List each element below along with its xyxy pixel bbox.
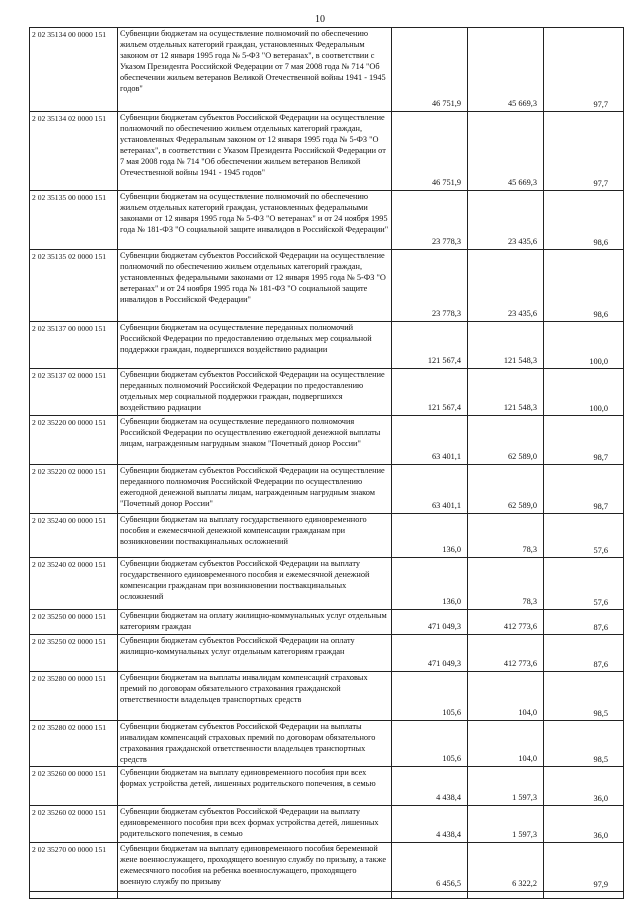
executed-amount: 45 669,3	[468, 112, 544, 191]
planned-amount: 6 456,5	[392, 843, 468, 892]
table-row	[30, 843, 624, 892]
budget-description: Субвенции бюджетам субъектов Российской Федерации на выплату государственного единовременного пособия и ежемесячной денежной компенсации гражданам при возникновении поствакцинальных осложнений	[118, 558, 392, 610]
execution-percent: 36,0	[544, 806, 624, 843]
budget-code: 2 02 35220 00 0000 151	[30, 416, 118, 465]
budget-description: Субвенции бюджетам на оплату жилищно-коммунальных услуг отдельным категориям граждан	[118, 610, 392, 635]
empty-cell	[468, 892, 544, 899]
empty-cell	[544, 892, 624, 899]
empty-cell	[118, 892, 392, 899]
budget-description: Субвенции бюджетам субъектов Российской Федерации на осуществление полномочий по обеспечению жильем отдельных категорий граждан, установленных федеральными законами от 12 января 1995 года № 5-ФЗ "О ветеранах" и от 24 ноября 1995 года № 181-ФЗ "О социальной защите инвалидов в Российской Федерации"	[118, 250, 392, 322]
execution-percent: 100,0	[544, 369, 624, 416]
table-row	[30, 28, 624, 112]
table-row	[30, 416, 624, 465]
budget-description: Субвенции бюджетам на выплаты инвалидам компенсаций страховых премий по договорам обязательного страхования гражданской ответственности владельцев транспортных средств	[118, 672, 392, 721]
planned-amount: 46 751,9	[392, 28, 468, 112]
budget-code: 2 02 35260 00 0000 151	[30, 767, 118, 806]
budget-code: 2 02 35280 02 0000 151	[30, 721, 118, 767]
budget-table-body	[30, 28, 624, 899]
planned-amount: 46 751,9	[392, 112, 468, 191]
budget-table	[29, 27, 624, 899]
execution-percent: 57,6	[544, 558, 624, 610]
budget-description: Субвенции бюджетам субъектов Российской Федерации на выплаты инвалидам компенсаций страховых премий по договорам обязательного страхования гражданской ответственности владельцев транспортных средств	[118, 721, 392, 767]
table-row	[30, 610, 624, 635]
execution-percent: 87,6	[544, 610, 624, 635]
planned-amount: 121 567,4	[392, 369, 468, 416]
planned-amount: 23 778,3	[392, 250, 468, 322]
budget-description: Субвенции бюджетам субъектов Российской Федерации на выплату единовременного пособия при всех формах устройства детей, лишенных родительского попечения, в семью	[118, 806, 392, 843]
planned-amount: 136,0	[392, 558, 468, 610]
table-row	[30, 250, 624, 322]
executed-amount: 1 597,3	[468, 767, 544, 806]
executed-amount: 6 322,2	[468, 843, 544, 892]
execution-percent: 100,0	[544, 322, 624, 369]
budget-description: Субвенции бюджетам субъектов Российской Федерации на осуществление переданного полномочия Российской Федерации по осуществлению ежегодной денежной выплаты лицам, награжденным нагрудным знаком "Почетный донор России"	[118, 465, 392, 514]
budget-description: Субвенции бюджетам на осуществление полномочий по обеспечению жильем отдельных категорий граждан, установленных Федеральным законом от 12 января 1995 года № 5-ФЗ "О ветеранах", в соответствии с Указом Президента Российской Федерации от 7 мая 2008 года № 714 "Об обеспечении жильем ветеранов Великой Отечественной войны 1941 - 1945 годов"	[118, 28, 392, 112]
budget-code: 2 02 35134 00 0000 151	[30, 28, 118, 112]
executed-amount: 121 548,3	[468, 369, 544, 416]
execution-percent: 36,0	[544, 767, 624, 806]
budget-code: 2 02 35220 02 0000 151	[30, 465, 118, 514]
budget-code: 2 02 35240 02 0000 151	[30, 558, 118, 610]
budget-code: 2 02 35270 00 0000 151	[30, 843, 118, 892]
table-row	[30, 806, 624, 843]
executed-amount: 62 589,0	[468, 465, 544, 514]
table-row	[30, 635, 624, 672]
planned-amount: 121 567,4	[392, 322, 468, 369]
execution-percent: 87,6	[544, 635, 624, 672]
planned-amount: 23 778,3	[392, 191, 468, 250]
executed-amount: 104,0	[468, 672, 544, 721]
table-row	[30, 721, 624, 767]
empty-cell	[30, 892, 118, 899]
budget-description: Субвенции бюджетам субъектов Российской Федерации на осуществление полномочий по обеспечению жильем отдельных категорий граждан, установленных Федеральным законом от 12 января 1995 года № 5-ФЗ "О ветеранах", в соответствии с Указом Президента Российской Федерации от 7 мая 2008 года № 714 "Об обеспечении жильем ветеранов Великой Отечественной войны 1941 - 1945 годов"	[118, 112, 392, 191]
budget-code: 2 02 35260 02 0000 151	[30, 806, 118, 843]
executed-amount: 78,3	[468, 558, 544, 610]
budget-code: 2 02 35137 02 0000 151	[30, 369, 118, 416]
table-row	[30, 672, 624, 721]
executed-amount: 23 435,6	[468, 250, 544, 322]
planned-amount: 4 438,4	[392, 767, 468, 806]
budget-code: 2 02 35280 00 0000 151	[30, 672, 118, 721]
budget-description: Субвенции бюджетам на выплату единовременного пособия при всех формах устройства детей, лишенных родительского попечения, в семью	[118, 767, 392, 806]
executed-amount: 23 435,6	[468, 191, 544, 250]
executed-amount: 62 589,0	[468, 416, 544, 465]
planned-amount: 105,6	[392, 672, 468, 721]
execution-percent: 97,7	[544, 28, 624, 112]
budget-code: 2 02 35250 00 0000 151	[30, 610, 118, 635]
budget-code: 2 02 35137 00 0000 151	[30, 322, 118, 369]
planned-amount: 471 049,3	[392, 610, 468, 635]
budget-code: 2 02 35240 00 0000 151	[30, 514, 118, 558]
table-row	[30, 369, 624, 416]
executed-amount: 104,0	[468, 721, 544, 767]
execution-percent: 97,7	[544, 112, 624, 191]
table-row	[30, 465, 624, 514]
executed-amount: 78,3	[468, 514, 544, 558]
execution-percent: 98,5	[544, 672, 624, 721]
planned-amount: 63 401,1	[392, 416, 468, 465]
planned-amount: 471 049,3	[392, 635, 468, 672]
execution-percent: 57,6	[544, 514, 624, 558]
executed-amount: 45 669,3	[468, 28, 544, 112]
table-row	[30, 514, 624, 558]
executed-amount: 1 597,3	[468, 806, 544, 843]
execution-percent: 98,7	[544, 416, 624, 465]
execution-percent: 98,6	[544, 191, 624, 250]
executed-amount: 412 773,6	[468, 635, 544, 672]
executed-amount: 121 548,3	[468, 322, 544, 369]
execution-percent: 97,9	[544, 843, 624, 892]
table-row	[30, 191, 624, 250]
table-row	[30, 767, 624, 806]
budget-code: 2 02 35135 02 0000 151	[30, 250, 118, 322]
budget-description: Субвенции бюджетам на осуществление полномочий по обеспечению жильем отдельных категорий граждан, установленных федеральными законами от 12 января 1995 года № 5-ФЗ "О ветеранах" и от 24 ноября 1995 года № 181-ФЗ "О социальной защите инвалидов в Российской Федерации"	[118, 191, 392, 250]
empty-cell	[392, 892, 468, 899]
executed-amount: 412 773,6	[468, 610, 544, 635]
planned-amount: 63 401,1	[392, 465, 468, 514]
execution-percent: 98,6	[544, 250, 624, 322]
table-row	[30, 322, 624, 369]
budget-code: 2 02 35135 00 0000 151	[30, 191, 118, 250]
table-row-continuation	[30, 892, 624, 899]
budget-description: Субвенции бюджетам субъектов Российской Федерации на осуществление переданных полномочий Российской Федерации по предоставлению отдельных мер социальной поддержки граждан, подвергшихся воздействию радиации	[118, 369, 392, 416]
planned-amount: 136,0	[392, 514, 468, 558]
execution-percent: 98,7	[544, 465, 624, 514]
page-number: 10	[315, 14, 325, 25]
table-row	[30, 558, 624, 610]
planned-amount: 105,6	[392, 721, 468, 767]
budget-code: 2 02 35134 02 0000 151	[30, 112, 118, 191]
table-row	[30, 112, 624, 191]
budget-description: Субвенции бюджетам на осуществление переданного полномочия Российской Федерации по осуществлению ежегодной денежной выплаты лицам, награжденным нагрудным знаком "Почетный донор России"	[118, 416, 392, 465]
budget-description: Субвенции бюджетам на выплату государственного единовременного пособия и ежемесячной денежной компенсации гражданам при возникновении поствакцинальных осложнений	[118, 514, 392, 558]
execution-percent: 98,5	[544, 721, 624, 767]
budget-description: Субвенции бюджетам на выплату единовременного пособия беременной жене военнослужащего, проходящего военную службу по призыву, а также ежемесячного пособия на ребенка военнослужащего, проходящего военную службу по призыву	[118, 843, 392, 892]
budget-description: Субвенции бюджетам на осуществление переданных полномочий Российской Федерации по предоставлению отдельных мер социальной поддержки граждан, подвергшихся воздействию радиации	[118, 322, 392, 369]
budget-description: Субвенции бюджетам субъектов Российской Федерации на оплату жилищно-коммунальных услуг отдельным категориям граждан	[118, 635, 392, 672]
budget-code: 2 02 35250 02 0000 151	[30, 635, 118, 672]
planned-amount: 4 438,4	[392, 806, 468, 843]
